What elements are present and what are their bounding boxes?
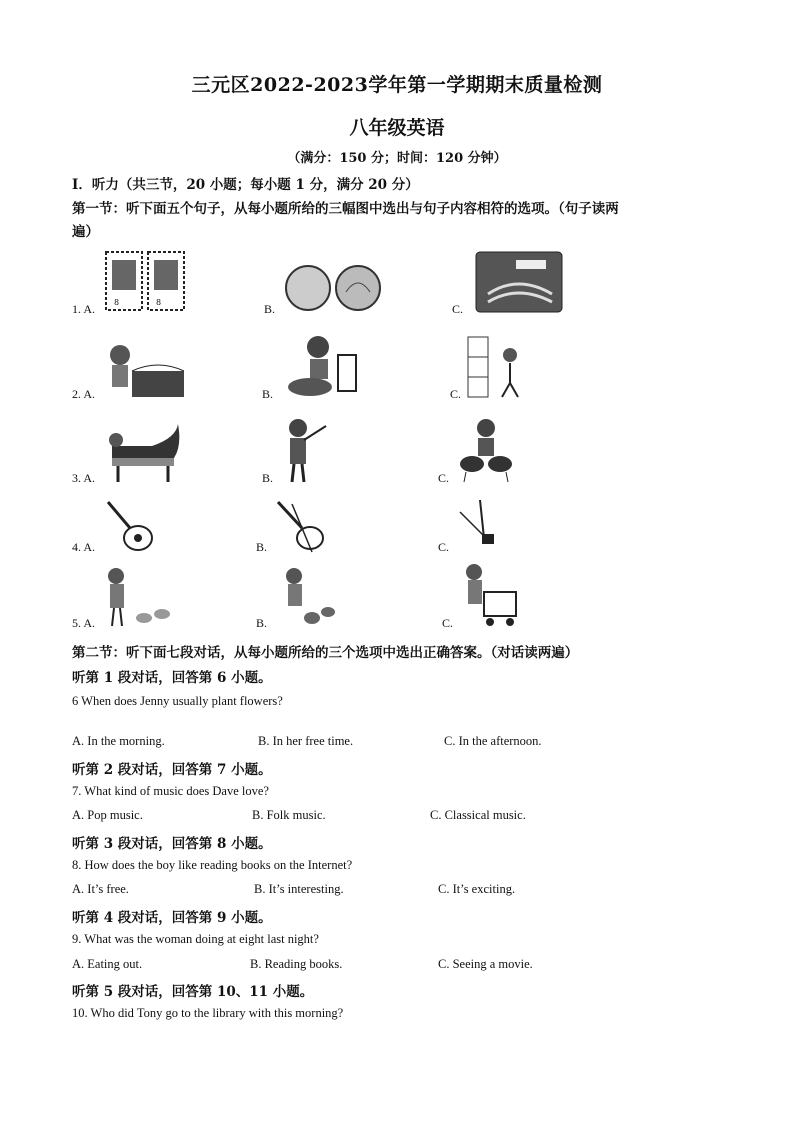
person-room-image bbox=[464, 333, 532, 401]
question-text: 8. How does the boy like reading books on the Internet? bbox=[72, 858, 353, 872]
violin-image bbox=[272, 498, 332, 554]
answer-option: C. It’s exciting. bbox=[438, 882, 516, 896]
coins-image bbox=[284, 262, 384, 314]
piano-image bbox=[102, 418, 184, 484]
picture-row-3 bbox=[72, 416, 732, 498]
picture-row-1 bbox=[72, 250, 732, 332]
drummer-image bbox=[456, 416, 516, 484]
guitar-image bbox=[102, 498, 156, 554]
option-label: C. bbox=[442, 616, 454, 630]
section1-instruction: 第一节：听下面五个句子，从每小题所给的三幅图中选出与句子内容相符的选项。（句子读两 bbox=[72, 201, 619, 217]
answer-option: A. Eating out. bbox=[72, 957, 143, 971]
part1-heading: Ⅰ．听力（共三节，20 小题；每小题 1 分，满分 20 分） bbox=[72, 177, 419, 193]
section2-instruction: 第二节：听下面七段对话，从每小题所给的三个选项中选出正确答案。（对话读两遍） bbox=[72, 645, 579, 661]
card-image bbox=[474, 250, 564, 314]
answer-option: C. In the afternoon. bbox=[444, 734, 542, 748]
answer-option: A. Pop music. bbox=[72, 808, 143, 822]
stamps-image bbox=[104, 250, 186, 314]
dialogue-heading: 听第 3 段对话，回答第 8 小题。 bbox=[72, 836, 272, 852]
person-cart-image bbox=[460, 562, 520, 628]
dialogue-heading: 听第 1 段对话，回答第 6 小题。 bbox=[72, 670, 272, 686]
option-label: 2. A. bbox=[72, 387, 96, 401]
question-text: 9. What was the woman doing at eight last night? bbox=[72, 932, 319, 946]
exam-title: 三元区2022-2023学年第一学期期末质量检测 bbox=[191, 74, 603, 96]
answer-option: C. Seeing a movie. bbox=[438, 957, 533, 971]
question-text: 7. What kind of music does Dave love? bbox=[72, 784, 269, 798]
option-label: B. bbox=[256, 616, 268, 630]
option-label: C. bbox=[438, 471, 450, 485]
erhu-image bbox=[456, 498, 506, 554]
section1-instruction-cont: 遍） bbox=[72, 224, 99, 240]
dialogue-heading: 听第 5 段对话，回答第 10、11 小题。 bbox=[72, 984, 314, 1000]
option-label: C. bbox=[452, 302, 464, 316]
answer-option: A. It’s free. bbox=[72, 882, 129, 896]
violin-player-image bbox=[278, 416, 334, 484]
answer-option: B. Folk music. bbox=[252, 808, 326, 822]
answer-option: B. It’s interesting. bbox=[254, 882, 344, 896]
option-label: B. bbox=[262, 471, 274, 485]
answer-option: B. Reading books. bbox=[250, 957, 343, 971]
answer-option: A. In the morning. bbox=[72, 734, 165, 748]
question-text: 6 When does Jenny usually plant flowers? bbox=[72, 694, 283, 708]
option-label: 4. A. bbox=[72, 540, 96, 554]
exam-meta: （满分：150 分；时间：120 分钟） bbox=[287, 151, 507, 166]
person-chickens-image bbox=[278, 566, 338, 630]
svg-text:8: 8 bbox=[156, 298, 162, 307]
option-label: C. bbox=[450, 387, 462, 401]
dialogue-heading: 听第 2 段对话，回答第 7 小题。 bbox=[72, 762, 272, 778]
option-label: B. bbox=[256, 540, 268, 554]
option-label: 3. A. bbox=[72, 471, 96, 485]
picture-row-2 bbox=[72, 333, 732, 415]
question-text: 10. Who did Tony go to the library with this morning? bbox=[72, 1006, 344, 1020]
dialogue-heading: 听第 4 段对话，回答第 9 小题。 bbox=[72, 910, 272, 926]
option-label: 1. A. bbox=[72, 302, 96, 316]
option-label: C. bbox=[438, 540, 450, 554]
option-label: B. bbox=[262, 387, 274, 401]
exam-subject: 八年级英语 bbox=[349, 117, 445, 139]
person-sofa-image bbox=[102, 341, 192, 401]
answer-option: B. In her free time. bbox=[258, 734, 354, 748]
option-label: B. bbox=[264, 302, 276, 316]
person-washing-image bbox=[282, 333, 364, 399]
answer-option: C. Classical music. bbox=[430, 808, 526, 822]
picture-row-5 bbox=[72, 562, 732, 644]
person-ducks-image bbox=[102, 566, 178, 630]
option-label: 5. A. bbox=[72, 616, 96, 630]
svg-text:8: 8 bbox=[114, 298, 120, 307]
